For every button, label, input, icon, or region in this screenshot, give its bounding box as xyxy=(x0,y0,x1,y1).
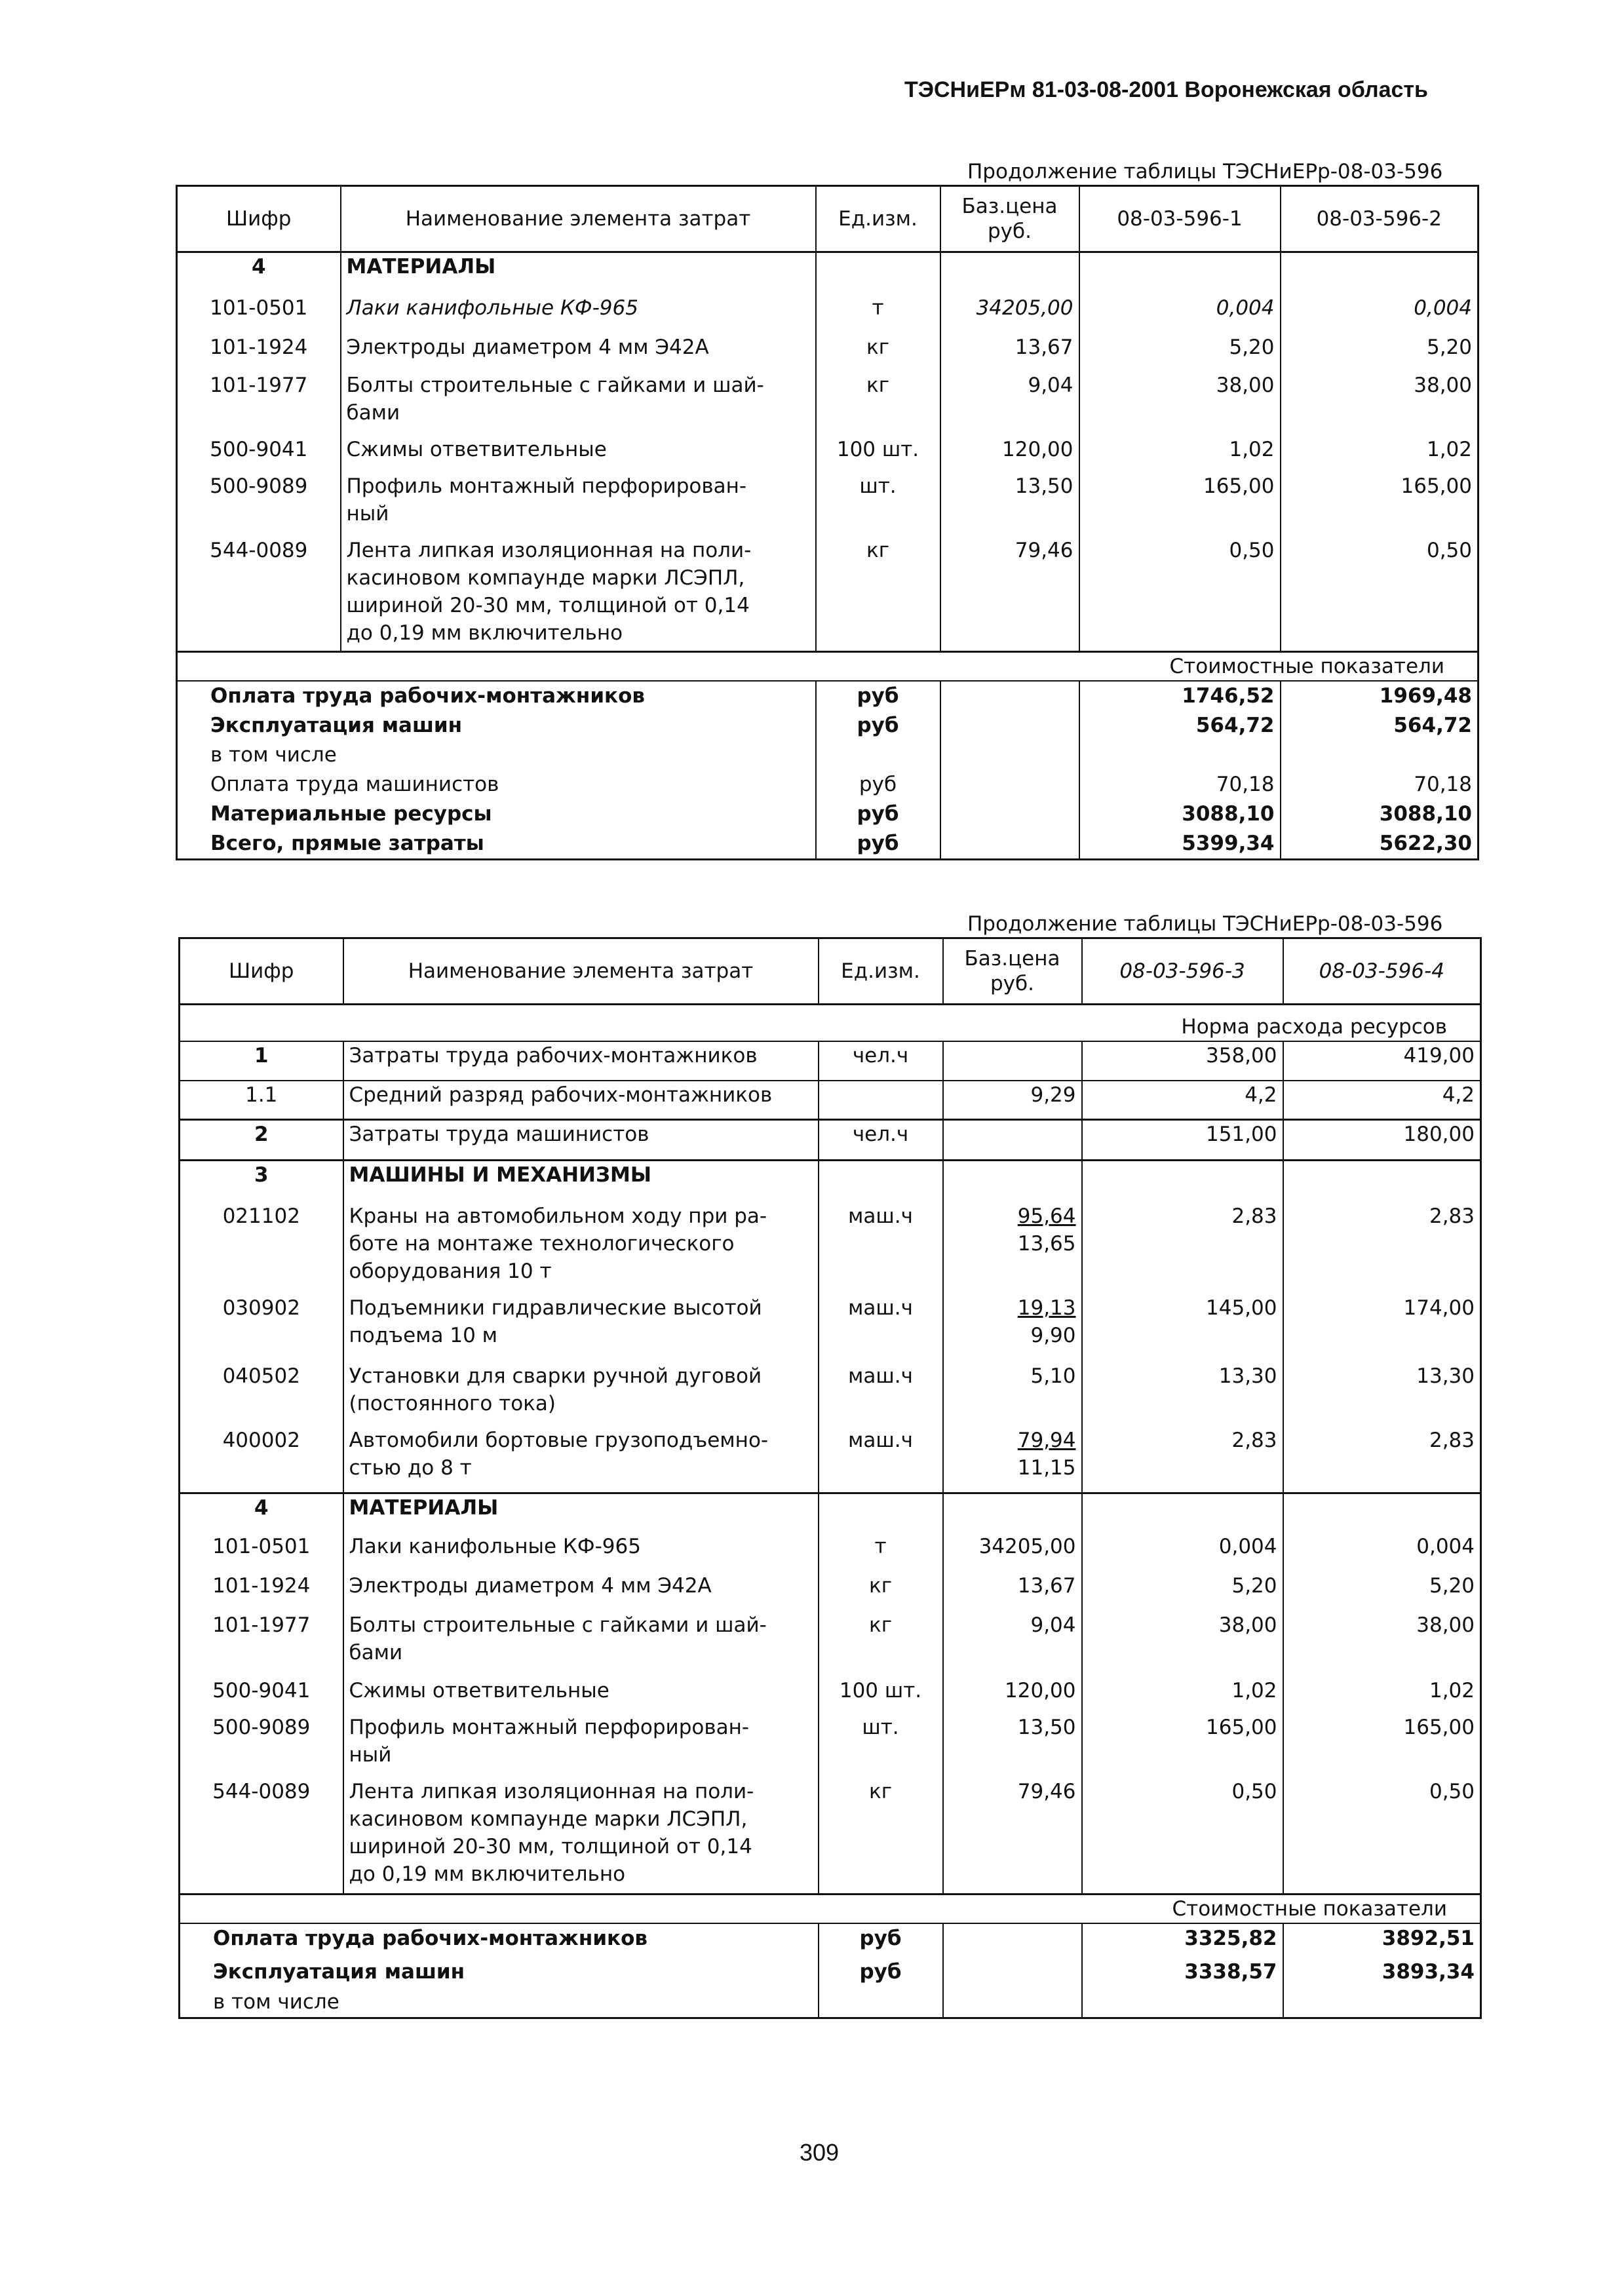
total-row: в том числе xyxy=(177,741,1479,770)
table-row: 030902 Подъемники гидравлические высотой подъема 10 м маш.ч 19,13 9,90 145,00 174,00 xyxy=(180,1294,1481,1362)
table2-header-row xyxy=(180,938,1481,1005)
col-unit-header: Ед.изм. xyxy=(819,938,943,1005)
table-row: 101-1924 Электроды диаметром 4 мм Э42А кг 13,67 5,20 5,20 xyxy=(177,334,1479,372)
table-row: 544-0089 Лента липкая изоляционная на поли- касиновом компаунде марки ЛСЭПЛ, шириной 20-30 мм, толщиной от 0,14 до 0,19 мм включительно кг 79,46 0,50 0,50 xyxy=(180,1778,1481,1895)
col-name-header: Наименование элемента затрат xyxy=(341,186,816,252)
table-row: 500-9089 Профиль монтажный перфорирован- ный шт. 13,50 165,00 165,00 xyxy=(177,472,1479,537)
section-row: 4 МАТЕРИАЛЫ xyxy=(177,252,1479,294)
col-2-header: 08-03-596-2 xyxy=(1281,186,1479,252)
table2 xyxy=(178,937,1482,2019)
section-row: 3 МАШИНЫ И МЕХАНИЗМЫ xyxy=(180,1161,1481,1202)
table-row: 101-0501 Лаки канифольные КФ-965 т 34205,00 0,004 0,004 xyxy=(177,294,1479,334)
total-row: Эксплуатация машин руб 3338,57 3893,34 xyxy=(180,1957,1481,1988)
table2-caption: Продолжение таблицы ТЭСНиЕРр-08-03-596 xyxy=(967,912,1443,936)
table-row: 101-0501 Лаки канифольные КФ-965 т 34205,00 0,004 0,004 xyxy=(180,1533,1481,1572)
col-name-header: Наименование элемента затрат xyxy=(343,938,819,1005)
total-row: Всего, прямые затраты руб 5399,34 5622,30 xyxy=(177,829,1479,860)
cost-indicators-row: Стоимостные показатели xyxy=(180,1895,1481,1924)
table-row: 500-9089 Профиль монтажный перфорирован- ный шт. 13,50 165,00 165,00 xyxy=(180,1714,1481,1778)
total-row: Оплата труда рабочих-монтажников руб 3325,82 3892,51 xyxy=(180,1923,1481,1957)
section-row: 4 МАТЕРИАЛЫ xyxy=(180,1493,1481,1533)
table-row: 101-1977 Болты строительные с гайками и шай- бами кг 9,04 38,00 38,00 xyxy=(177,372,1479,436)
total-row: Оплата труда рабочих-монтажников руб 1746,52 1969,48 xyxy=(177,681,1479,711)
col-code-header: Шифр xyxy=(177,186,341,252)
table-row: 021102 Краны на автомобильном ходу при ра- боте на монтаже технологического оборудования 10 т маш.ч 95,64 13,65 2,83 2,83 xyxy=(180,1202,1481,1294)
page-number: 309 xyxy=(800,2139,840,2166)
norm-row: Норма расхода ресурсов xyxy=(180,1005,1481,1041)
total-row: Материальные ресурсы руб 3088,10 3088,10 xyxy=(177,799,1479,829)
table-row: 1 Затраты труда рабочих-монтажников чел.ч 358,00 419,00 xyxy=(180,1041,1481,1081)
table-row: 040502 Установки для сварки ручной дуговой (постоянного тока) маш.ч 5,10 13,30 13,30 xyxy=(180,1362,1481,1427)
total-row: в том числе xyxy=(180,1988,1481,2018)
table1-header-row xyxy=(177,186,1479,252)
table-row: 400002 Автомобили бортовые грузоподъемно- стью до 8 т маш.ч 79,94 11,15 2,83 2,83 xyxy=(180,1427,1481,1493)
table1-caption: Продолжение таблицы ТЭСНиЕРр-08-03-596 xyxy=(967,160,1443,183)
table-row: 544-0089 Лента липкая изоляционная на поли- касиновом компаунде марки ЛСЭПЛ, шириной 20-30 мм, толщиной от 0,14 до 0,19 мм включительно кг 79,46 0,50 0,50 xyxy=(177,537,1479,652)
col-4-header: 08-03-596-4 xyxy=(1283,938,1481,1005)
col-3-header: 08-03-596-3 xyxy=(1082,938,1283,1005)
table-row: 101-1977 Болты строительные с гайками и шай- бами кг 9,04 38,00 38,00 xyxy=(180,1611,1481,1677)
col-price-header: Баз.цена руб. xyxy=(943,938,1082,1005)
col-unit-header: Ед.изм. xyxy=(816,186,940,252)
table-row: 500-9041 Сжимы ответвительные 100 шт. 120,00 1,02 1,02 xyxy=(180,1677,1481,1714)
table-row: 1.1 Средний разряд рабочих-монтажников 9,29 4,2 4,2 xyxy=(180,1081,1481,1120)
table1 xyxy=(176,185,1479,860)
total-row: Эксплуатация машин руб 564,72 564,72 xyxy=(177,711,1479,741)
table-row: 101-1924 Электроды диаметром 4 мм Э42А кг 13,67 5,20 5,20 xyxy=(180,1572,1481,1611)
col-code-header: Шифр xyxy=(180,938,343,1005)
table-row: 500-9041 Сжимы ответвительные 100 шт. 120,00 1,02 1,02 xyxy=(177,436,1479,472)
cost-indicators-row: Стоимостные показатели xyxy=(177,652,1479,682)
col-price-header: Баз.цена руб. xyxy=(940,186,1079,252)
col-1-header: 08-03-596-1 xyxy=(1079,186,1281,252)
table-row: 2 Затраты труда машинистов чел.ч 151,00 180,00 xyxy=(180,1120,1481,1161)
total-row: Оплата труда машинистов руб 70,18 70,18 xyxy=(177,770,1479,799)
document-header: ТЭСНиЕРм 81-03-08-2001 Воронежская область xyxy=(904,77,1428,102)
